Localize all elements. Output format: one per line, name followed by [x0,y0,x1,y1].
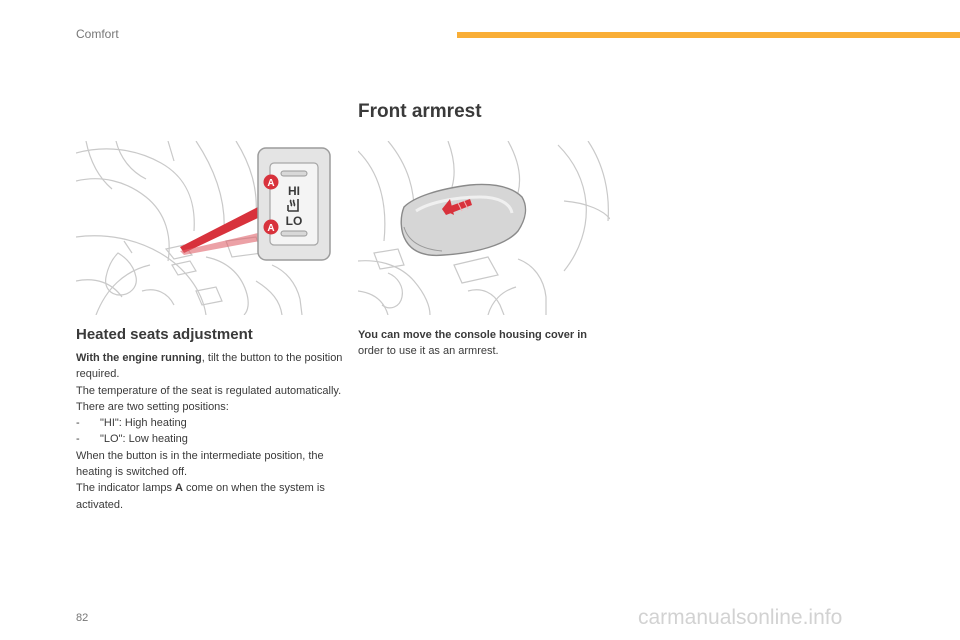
intro-paragraph [76,350,346,383]
armrest-text [358,327,618,360]
heated-seat-drawing [76,141,332,315]
intro-rest: , tilt the button to the position required. [76,352,343,381]
lo-label: LO [285,214,303,228]
heated-seat-illustration [76,141,332,315]
list-item-lo [76,431,346,447]
indicator-lamp-bottom [281,231,307,236]
armrest-illustration [358,141,610,315]
marker-a-bottom-label: A [267,223,275,234]
indicator-paragraph [76,480,346,513]
intermediate-paragraph: When the button is in the intermediate position, the heating is switched off. [76,449,324,479]
armrest-drawing [358,141,610,315]
indicator-bold: A [175,482,183,495]
heated-seats-text [76,350,346,513]
positions-paragraph: There are two setting positions: [76,400,229,413]
armrest-lid [401,185,525,256]
hi-label: HI [288,184,300,198]
armrest-line-2: order to use it as an armrest. [358,345,499,358]
indicator-lamp-top [281,171,307,176]
indicator-after: come on when the system is activated. [76,482,325,511]
list-text: "HI": High heating [100,417,187,430]
marker-a-top-label: A [267,178,275,189]
page-number: 82 [76,612,89,624]
regulated-paragraph: The temperature of the seat is regulated automatically. [76,384,342,397]
heated-seats-heading: Heated seats adjustment [76,326,253,343]
indicator-before: The indicator lamps [76,482,176,495]
section-label: Comfort [76,27,119,41]
list-text: "LO": Low heating [100,433,188,446]
armrest-line-1: You can move the console housing cover in [358,329,588,341]
accent-bar [457,32,960,38]
intro-bold: With the engine running [76,352,202,364]
watermark: carmanualsonline.info [638,606,843,629]
list-dash: - [76,433,80,446]
list-item-hi [76,415,346,431]
list-dash: - [76,417,80,430]
front-armrest-heading: Front armrest [358,101,482,122]
